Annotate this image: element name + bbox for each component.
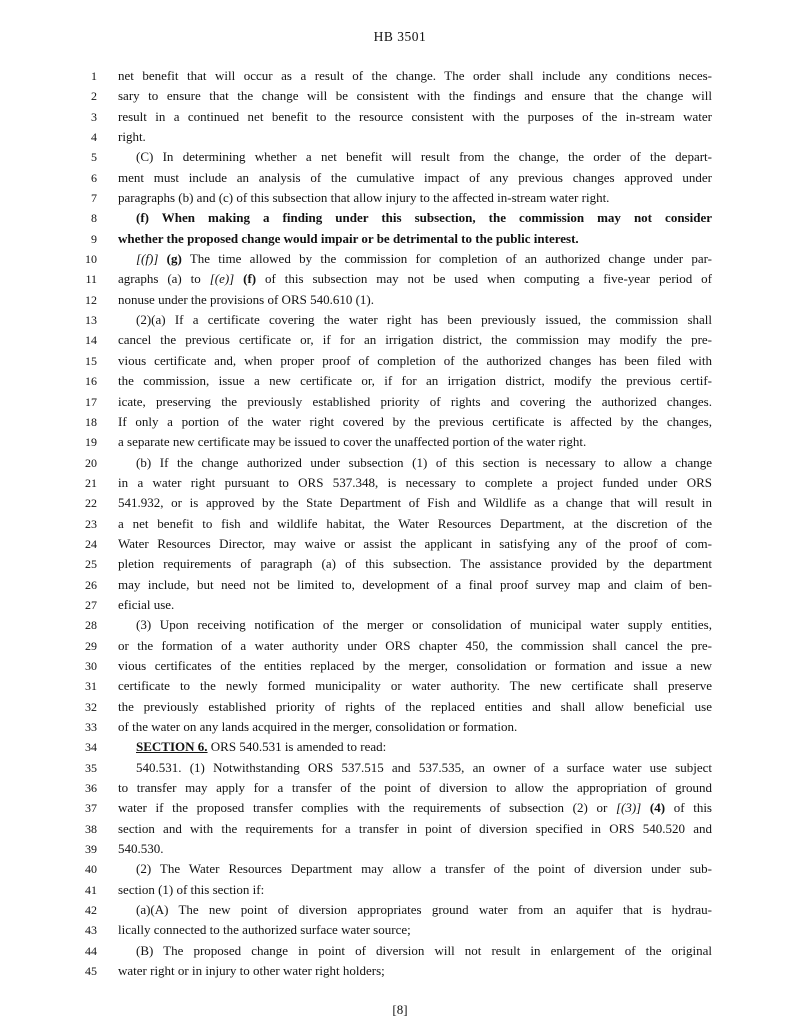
text-line	[0, 961, 800, 981]
line-number: 3	[91, 109, 97, 124]
text-line	[0, 66, 800, 86]
line-text: certificate to the newly formed municipality or water authority. The new certificate shall preserve	[118, 678, 712, 694]
line-text: the previously established priority of rights of the replaced entities and shall allow beneficial use	[118, 698, 712, 714]
line-text: to transfer may apply for a transfer of the point of diversion to allow the appropriation of ground	[118, 780, 712, 796]
line-text: (b) If the change authorized under subsection (1) of this section is necessary to allow a change	[136, 454, 712, 470]
line-text: may include, but need not be limited to, development of a final proof survey map and claim of ben-	[118, 576, 712, 592]
line-text: 541.932, or is approved by the State Department of Fish and Wildlife as a change that will result in	[118, 495, 712, 511]
text-line	[0, 330, 800, 350]
text-line	[0, 290, 800, 310]
line-text: [(f)] (g) The time allowed by the commission for completion of an authorized change under par-	[136, 251, 712, 267]
text-line	[0, 107, 800, 127]
line-number: 23	[85, 516, 97, 531]
line-text: eficial use.	[118, 596, 175, 612]
line-text: net benefit that will occur as a result of the change. The order shall include any conditions neces-	[118, 68, 712, 83]
line-text: (C) In determining whether a net benefit will result from the change, the order of the depart-	[136, 149, 712, 165]
line-text: SECTION 6. ORS 540.531 is amended to read:	[136, 739, 387, 755]
line-text: If only a portion of the water right covered by the previous certificate is affected by the changes,	[118, 413, 712, 429]
text-line	[0, 514, 800, 534]
text-line	[0, 127, 800, 147]
line-text: whether the proposed change would impair or be detrimental to the public interest.	[118, 230, 579, 246]
line-number: 12	[85, 292, 97, 307]
line-number: 11	[85, 272, 97, 287]
line-text: result in a continued net benefit to the resource consistent with the purposes of the in-stream water	[118, 108, 712, 124]
line-number: 17	[85, 394, 97, 409]
line-number: 8	[91, 211, 97, 226]
line-text: section (1) of this section if:	[118, 881, 265, 897]
line-text: icate, preserving the previously established priority of rights and covering the authorized changes.	[118, 393, 712, 409]
text-line	[0, 575, 800, 595]
line-number: 21	[85, 475, 97, 490]
line-text: (2) The Water Resources Department may allow a transfer of the point of diversion under sub-	[136, 861, 712, 877]
line-number: 13	[85, 313, 97, 328]
line-number: 9	[91, 231, 97, 246]
line-text: water if the proposed transfer complies with the requirements of subsection (2) or [(3)] (4) of this	[118, 800, 712, 816]
line-text: the commission, issue a new certificate or, if for an irrigation district, modify the previous certif-	[118, 373, 712, 389]
line-number: 22	[85, 496, 97, 511]
line-text: (a)(A) The new point of diversion appropriates ground water from an aquifer that is hydrau-	[136, 902, 712, 918]
line-text: in a water right pursuant to ORS 537.348, is necessary to complete a project funded under ORS	[118, 474, 712, 490]
line-text: of the water on any lands acquired in the merger, consolidation or formation.	[118, 719, 518, 734]
line-text: 540.531. (1) Notwithstanding ORS 537.515 and 537.535, an owner of a surface water use subject	[136, 759, 712, 775]
text-line	[0, 269, 800, 289]
line-text: Water Resources Director, may waive or assist the applicant in satisfying any of the proof of com-	[118, 535, 712, 551]
text-line	[0, 371, 800, 391]
line-number: 45	[85, 964, 97, 979]
line-text: agraphs (a) to [(e)] (f) of this subsection may not be used when computing a five-year period of	[118, 271, 712, 287]
text-line	[0, 147, 800, 167]
text-line	[0, 412, 800, 432]
text-line	[0, 839, 800, 859]
text-line	[0, 554, 800, 574]
text-line	[0, 819, 800, 839]
text-line	[0, 859, 800, 879]
line-number: 34	[85, 740, 97, 755]
line-text: section and with the requirements for a transfer in point of diversion specified in ORS 540.520 and	[118, 820, 712, 836]
text-line	[0, 208, 800, 228]
line-number: 42	[85, 903, 97, 918]
text-line	[0, 392, 800, 412]
line-number: 37	[85, 801, 97, 816]
line-number: 18	[85, 414, 97, 429]
text-line	[0, 737, 800, 757]
line-number: 30	[85, 658, 97, 673]
text-line	[0, 656, 800, 676]
line-text: a separate new certificate may be issued to cover the unaffected portion of the water right.	[118, 434, 587, 450]
line-number: 36	[85, 781, 97, 796]
text-line	[0, 636, 800, 656]
text-line	[0, 941, 800, 961]
text-line	[0, 534, 800, 554]
line-text: pletion requirements of paragraph (a) of this subsection. The assistance provided by the department	[118, 556, 712, 572]
line-number: 32	[85, 699, 97, 714]
text-line	[0, 188, 800, 208]
line-text: 540.530.	[118, 841, 164, 857]
line-text: cancel the previous certificate or, if for an irrigation district, the commission may modify the pre-	[118, 332, 712, 348]
line-number: 25	[85, 557, 97, 572]
line-number: 43	[85, 923, 97, 938]
line-number: 31	[85, 679, 97, 694]
text-line	[0, 778, 800, 798]
text-line	[0, 249, 800, 269]
line-text: (3) Upon receiving notification of the merger or consolidation of municipal water supply entities,	[136, 617, 712, 633]
line-number: 7	[91, 191, 97, 206]
text-line	[0, 229, 800, 249]
line-number: 27	[85, 597, 97, 612]
text-line	[0, 798, 800, 818]
line-number: 33	[85, 720, 97, 734]
line-number: 2	[91, 89, 97, 104]
line-text: right.	[118, 129, 146, 145]
text-line	[0, 595, 800, 615]
line-number: 26	[85, 577, 97, 592]
text-line	[0, 880, 800, 900]
line-number: 41	[85, 882, 97, 897]
text-line	[0, 86, 800, 106]
text-line	[0, 493, 800, 513]
line-number: 14	[85, 333, 97, 348]
line-text: nonuse under the provisions of ORS 540.610 (1).	[118, 291, 375, 307]
line-text: paragraphs (b) and (c) of this subsection that allow injury to the affected in-stream water right.	[118, 190, 610, 206]
text-line	[0, 758, 800, 778]
line-number: 28	[85, 618, 97, 633]
line-text: a net benefit to fish and wildlife habitat, the Water Resources Department, at the discretion of the	[118, 515, 712, 531]
text-line	[0, 310, 800, 330]
line-number: 19	[85, 435, 97, 450]
page-number: [8]	[392, 1002, 408, 1017]
line-number: 10	[85, 252, 97, 267]
line-text: ment must include an analysis of the cumulative impact of any previous changes approved under	[118, 169, 712, 185]
line-number: 15	[85, 353, 97, 368]
line-number: 6	[91, 170, 97, 185]
text-line	[0, 697, 800, 717]
line-number: 4	[91, 130, 97, 145]
line-number: 1	[91, 69, 97, 83]
line-number: 44	[85, 943, 97, 958]
line-number: 24	[85, 536, 97, 551]
text-line	[0, 676, 800, 696]
line-text: water right or in injury to other water right holders;	[118, 963, 385, 979]
text-line	[0, 717, 800, 737]
line-number: 29	[85, 638, 97, 653]
line-number: 16	[85, 374, 97, 389]
text-line	[0, 351, 800, 371]
line-text: (f) When making a finding under this subsection, the commission may not consider	[136, 210, 712, 226]
text-line	[0, 453, 800, 473]
line-text: vious certificates of the entities replaced by the merger, consolidation or formation and issue a new	[118, 657, 712, 673]
line-number: 39	[85, 842, 97, 857]
line-text: (2)(a) If a certificate covering the water right has been previously issued, the commission shall	[136, 312, 712, 328]
text-line	[0, 615, 800, 635]
line-number: 40	[85, 862, 97, 877]
line-text: or the formation of a water authority under ORS chapter 450, the commission shall cancel the pre-	[118, 637, 712, 653]
text-line	[0, 900, 800, 920]
text-line	[0, 473, 800, 493]
text-line	[0, 920, 800, 940]
line-text: sary to ensure that the change will be consistent with the findings and ensure that the change will	[118, 88, 712, 104]
line-number: 20	[85, 455, 97, 470]
line-number: 38	[85, 821, 97, 836]
text-line	[0, 432, 800, 452]
line-text: (B) The proposed change in point of diversion will not result in enlargement of the original	[136, 942, 712, 958]
line-number: 35	[85, 760, 97, 775]
lines-container	[0, 66, 800, 981]
text-line	[0, 168, 800, 188]
line-text: lically connected to the authorized surface water source;	[118, 922, 411, 938]
page-title: HB 3501	[373, 29, 427, 44]
line-text: vious certificate and, when proper proof of completion of the authorized changes has been filed with	[118, 352, 712, 368]
line-number: 5	[91, 150, 97, 165]
